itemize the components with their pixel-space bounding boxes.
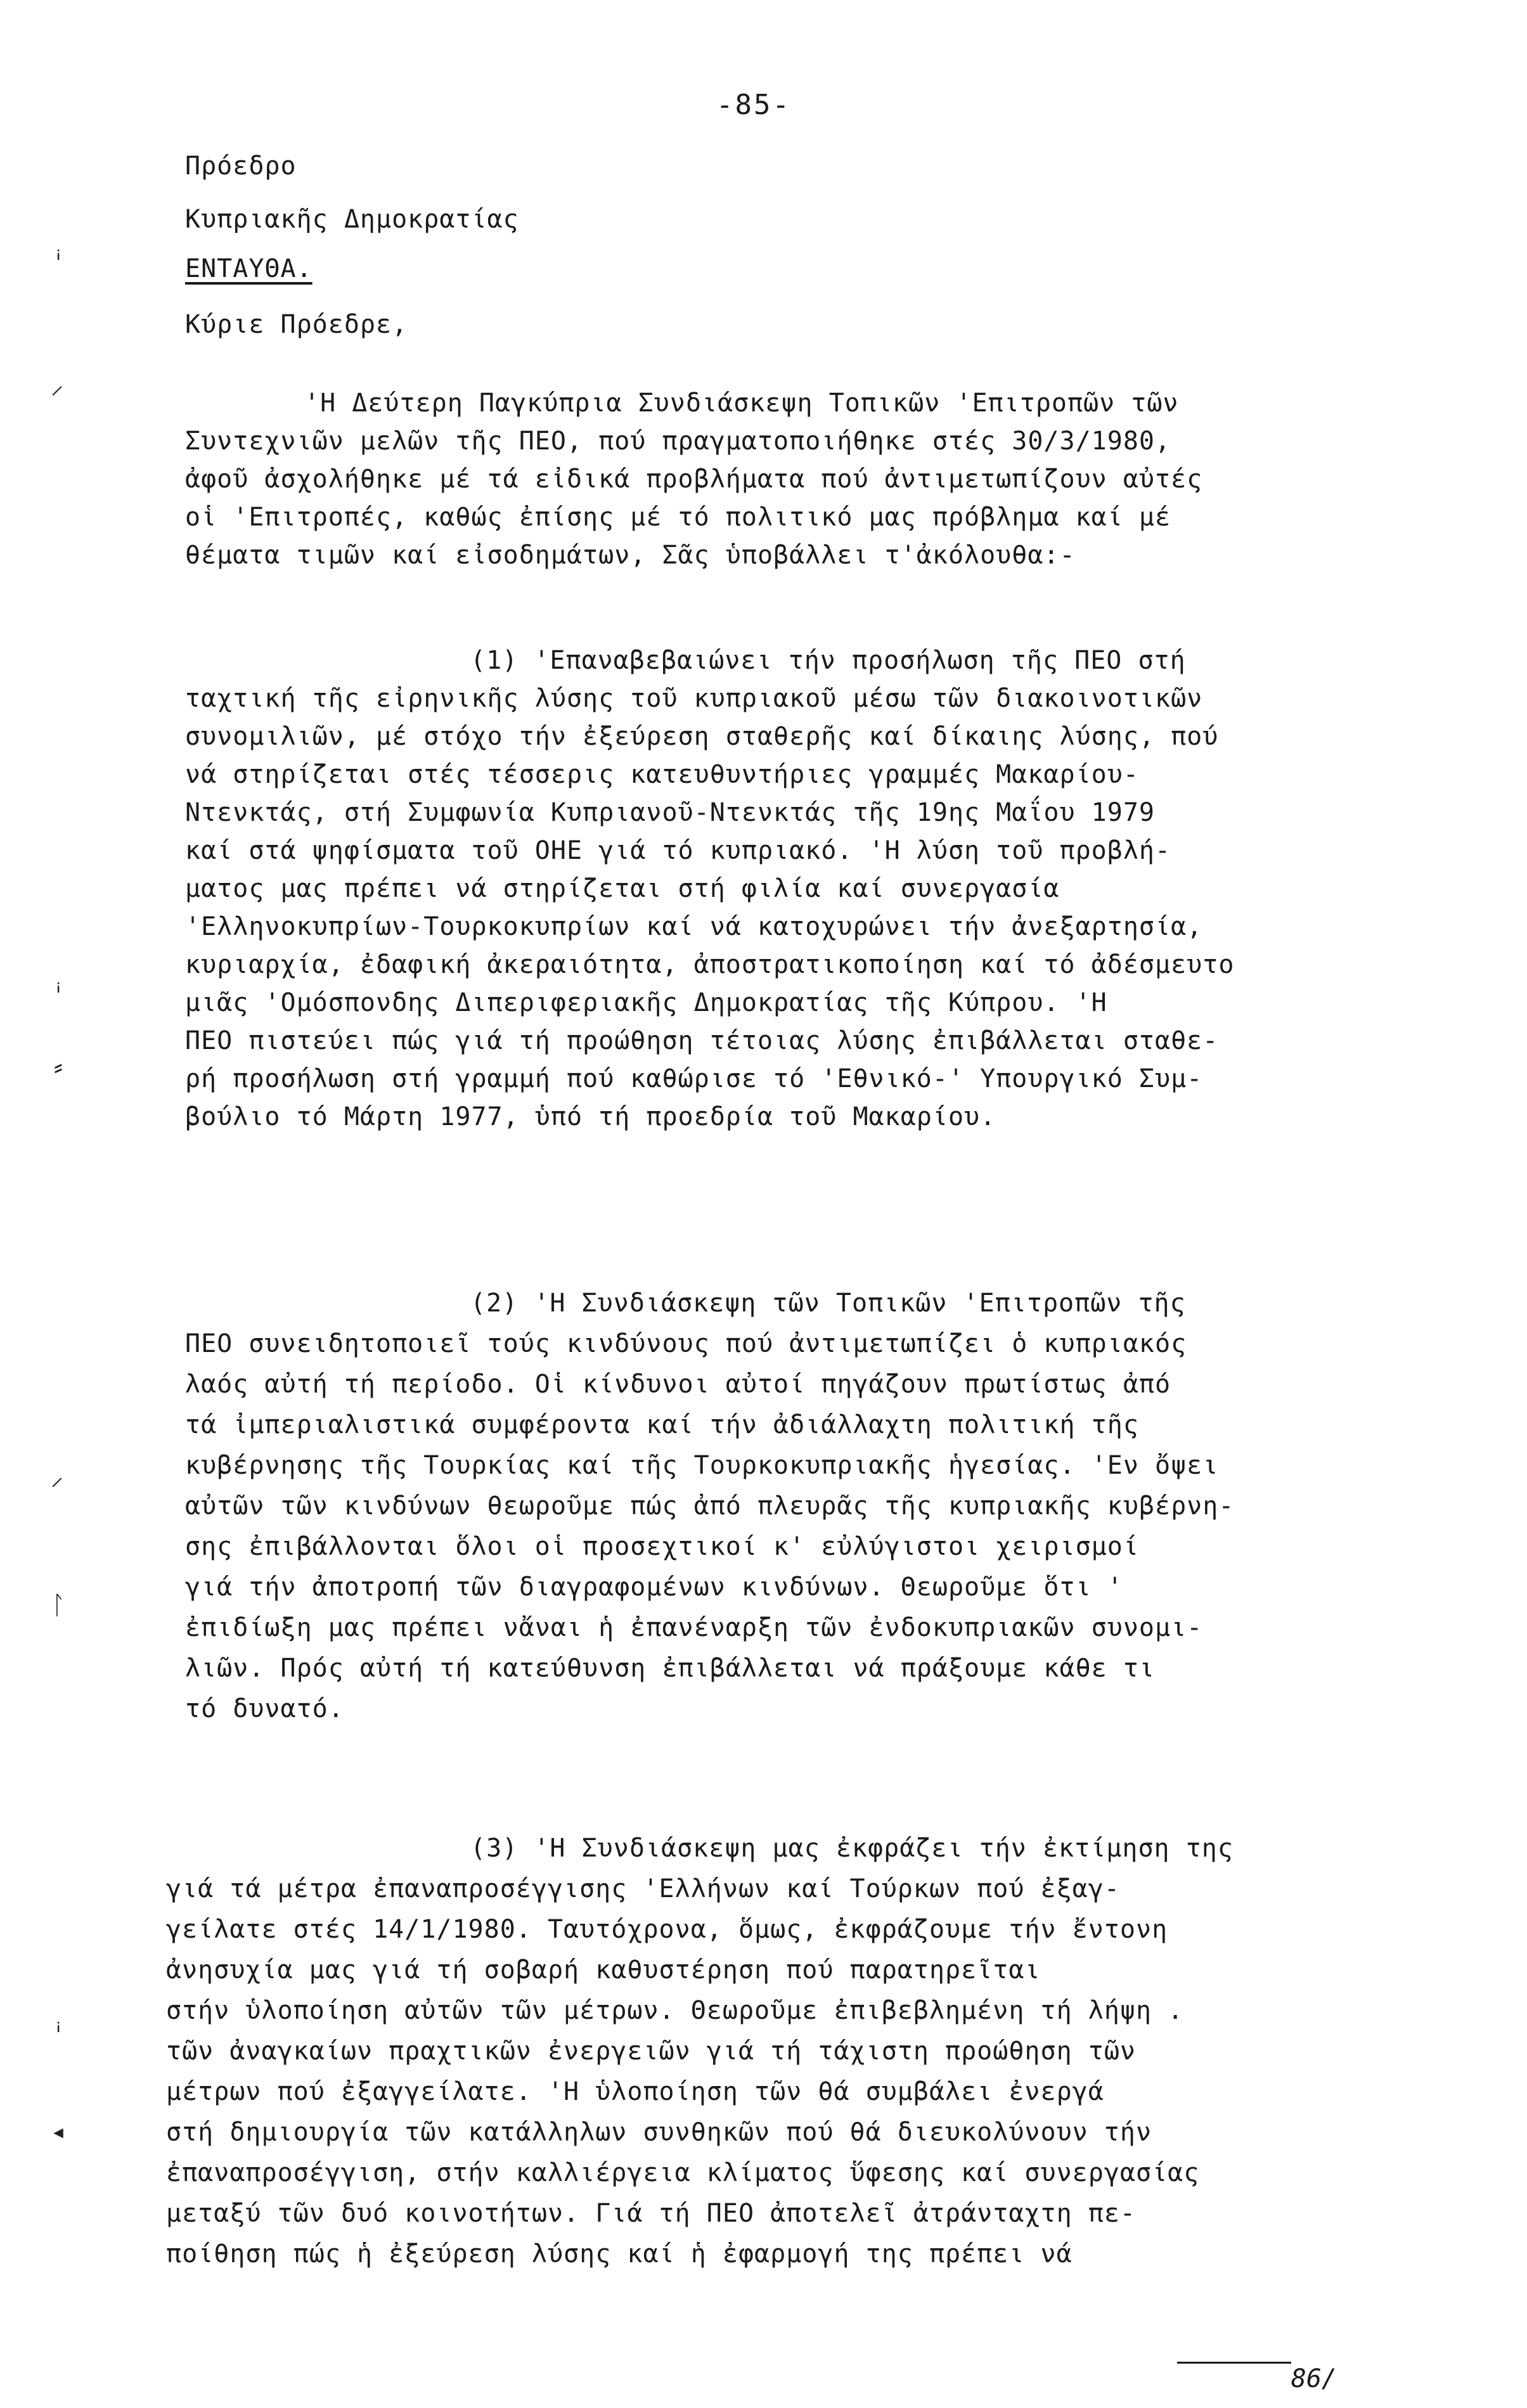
text-line: ΠΕΟ συνειδητοποιεῖ τούς κινδύνους πού ἀντιμετωπίζει ὁ κυπριακός [185, 1329, 1187, 1358]
text-line: νά στηρίζεται στές τέσσερις κατευθυντήριες γραμμές Μακαρίου- [185, 760, 1139, 789]
text-line: βούλιο τό Μάρτη 1977, ὑπό τή προεδρία τοῦ Μακαρίου. [185, 1102, 996, 1131]
text-line: αὐτῶν τῶν κινδύνων θεωροῦμε πώς ἀπό πλευρᾶς τῆς κυπριακῆς κυβέρνη- [185, 1491, 1235, 1521]
text-line: τό δυνατό. [185, 1694, 344, 1723]
continuation-marker [1291, 2364, 1337, 2393]
addressee-line-3: ΕΝΤΑΥΘΑ. [185, 254, 312, 283]
text-line: θέματα τιμῶν καί εἰσοδημάτων, Σᾶς ὑποβάλλει τ'ἀκόλουθα:- [185, 541, 1076, 570]
margin-mark: ⸝ [51, 371, 63, 400]
text-line: τά ἰμπεριαλιστικά συμφέροντα καί τήν ἀδιάλλαχτη πολιτική τῆς [185, 1410, 1139, 1439]
text-line: γιά τά μέτρα ἐπαναπροσέγγισης 'Ελλήνων καί Τούρκων πού ἐξαγ- [166, 1874, 1120, 1903]
text-line: στήν ὑλοποίηση αὐτῶν τῶν μέτρων. Θεωροῦμε ἐπιβεβλημένη τή λήψη . [166, 1996, 1184, 2025]
page-number: -85- [716, 89, 791, 121]
text-line: ποίθηση πώς ἡ ἐξεύρεση λύσης καί ἡ ἐφαρμογή της πρέπει νά [166, 2239, 1073, 2269]
text-line: μέτρων πού ἐξαγγείλατε. 'Η ὑλοποίηση τῶν θά συμβάλει ἐνεργά [166, 2077, 1104, 2106]
continuation-text: 86/ [1291, 2364, 1337, 2393]
text-line: λαός αὐτή τή περίοδο. Οἱ κίνδυνοι αὐτοί πηγάζουν πρωτίστως ἀπό [185, 1370, 1171, 1399]
text-line: ρή προσήλωση στή γραμμή πού καθώρισε τό 'Εθνικό-' Υπουργικό Συμ- [185, 1064, 1203, 1093]
margin-mark: ⸝ [51, 1462, 63, 1491]
margin-mark: ◂ [51, 2117, 67, 2146]
salutation: Κύριε Πρόεδρε, [185, 310, 408, 339]
text-line: ματος μας πρέπει νά στηρίζεται στή φιλία καί συνεργασία [185, 874, 1060, 903]
text-line: σης ἐπιβάλλονται ὅλοι οἱ προσεχτικοί κ' εὐλύγιστοι χειρισμοί [185, 1532, 1139, 1561]
text-line: Συντεχνιῶν μελῶν τῆς ΠΕΟ, πού πραγματοποιήθηκε στές 30/3/1980, [185, 427, 1171, 456]
text-line: 'Ελληνοκυπρίων-Τουρκοκυπρίων καί νά κατοχυρώνει τήν ἀνεξαρτησία, [185, 912, 1203, 941]
margin-mark: ꜟ [51, 970, 67, 999]
text-line: ἐπιδίωξη μας πρέπει νἄναι ἡ ἐπανέναρξη τῶν ἐνδοκυπριακῶν συνομι- [185, 1613, 1203, 1642]
margin-mark: ᛚ [51, 1591, 66, 1620]
text-line: ἀφοῦ ἀσχολήθηκε μέ τά εἰδικά προβλήματα πού ἀντιμετωπίζουν αὐτές [185, 465, 1203, 494]
text-line: συνομιλιῶν, μέ στόχο τήν ἐξεύρεση σταθερῆς καί δίκαιης λύσης, πού [185, 722, 1219, 751]
margin-mark: ꜟ [51, 2009, 67, 2038]
text-line: (1) 'Επαναβεβαιώνει τήν προσήλωση τῆς ΠΕΟ στή [470, 646, 1186, 675]
text-line: οἱ 'Επιτροπές, καθώς ἐπίσης μέ τό πολιτικό μας πρόβλημα καί μέ [185, 503, 1171, 532]
addressee-line-1: Πρόεδρο [185, 151, 297, 181]
text-line: Ντενκτάς, στή Συμφωνία Κυπριανοῦ-Ντενκτάς τῆς 19ης Μαΐου 1979 [185, 798, 1156, 827]
text-line: μιᾶς 'Ομόσπονδης Διπεριφεριακῆς Δημοκρατίας τῆς Κύπρου. 'Η [185, 988, 1107, 1017]
addressee-line-2: Κυπριακῆς Δημοκρατίας [185, 205, 519, 234]
text-line: ἐπαναπροσέγγιση, στήν καλλιέργεια κλίματος ὕφεσης καί συνεργασίας [166, 2158, 1200, 2187]
text-line: λιῶν. Πρός αὐτή τή κατεύθυνση ἐπιβάλλεται νά πράξουμε κάθε τι [185, 1654, 1156, 1683]
text-line: καί στά ψηφίσματα τοῦ ΟΗΕ γιά τό κυπριακό. 'Η λύση τοῦ προβλή- [185, 836, 1171, 865]
text-line: στή δημιουργία τῶν κατάλληλων συνθηκῶν πού θά διευκολύνουν τήν [166, 2118, 1152, 2147]
text-line: γιά τήν ἀποτροπή τῶν διαγραφομένων κινδύνων. Θεωροῦμε ὅτι ' [185, 1573, 1123, 1602]
text-line: 'Η Δεύτερη Παγκύπρια Συνδιάσκεψη Τοπικῶν 'Επιτροπῶν τῶν [304, 389, 1179, 418]
text-line: τῶν ἀναγκαίων πραχτικῶν ἐνεργειῶν γιά τή τάχιστη προώθηση τῶν [166, 2037, 1137, 2066]
text-line: ΠΕΟ πιστεύει πώς γιά τή προώθηση τέτοιας λύσης ἐπιβάλλεται σταθε- [185, 1026, 1219, 1055]
text-line: (3) 'Η Συνδιάσκεψη μας ἐκφράζει τήν ἐκτίμηση της [470, 1834, 1234, 1863]
continuation-rule [1177, 2362, 1291, 2364]
text-line: κυβέρνησης τῆς Τουρκίας καί τῆς Τουρκοκυπριακῆς ἡγεσίας. 'Εν ὄψει [185, 1451, 1219, 1480]
text-line: ἀνησυχία μας γιά τή σοβαρή καθυστέρηση πού παρατηρεῖται [166, 1955, 1041, 1985]
text-line: κυριαρχία, ἐδαφική ἀκεραιότητα, ἀποστρατικοποίηση καί τό ἀδέσμευτο [185, 950, 1235, 979]
text-line: γείλατε στές 14/1/1980. Ταυτόχρονα, ὅμως, ἐκφράζουμε τήν ἔντονη [166, 1915, 1168, 1944]
margin-mark: ꜟ [51, 237, 67, 266]
text-line: ταχτική τῆς εἰρηνικῆς λύσης τοῦ κυπριακοῦ μέσω τῶν διακοινοτικῶν [185, 684, 1203, 713]
margin-mark: ⸗ [51, 1052, 67, 1081]
text-line: μεταξύ τῶν δυό κοινοτήτων. Γιά τή ΠΕΟ ἀποτελεῖ ἀτράνταχτη πε- [166, 2199, 1137, 2228]
text-line: (2) 'Η Συνδιάσκεψη τῶν Τοπικῶν 'Επιτροπῶν τῆς [470, 1289, 1186, 1318]
